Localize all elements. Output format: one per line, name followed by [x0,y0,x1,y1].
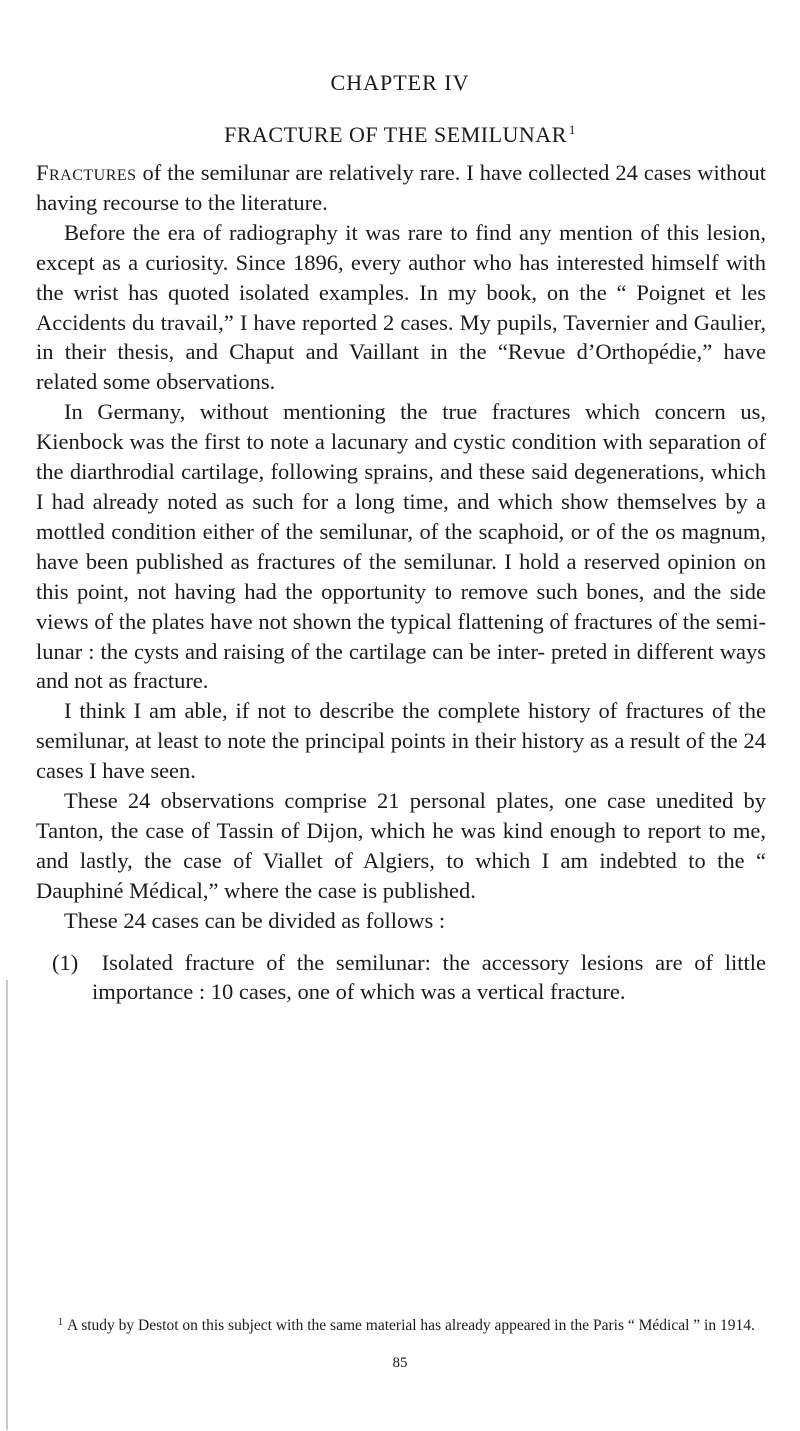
page-number: 85 [392,1355,408,1371]
paragraph-lead-word: Fractures [36,160,137,185]
paragraph-4: I think I am able, if not to describe the complete history of fractures of the semilunar, at least to note the principal points in their history as a result of the 24 cases I have seen. [36,698,766,784]
paragraph-5: These 24 observations comprise 21 personal plates, one case unedited by Tanton, the case of Tassin of Dijon, which he was kind enough to report to me, and lastly, the case of Viallet of Algiers, to which I am indebted to the “ Dauphiné Médical,” where the case is published. [36,788,766,903]
footnote-mark: 1 [58,1317,63,1328]
list-item-marker: (1) [52,949,79,975]
paragraph-1 [36,158,766,218]
list-item-text: Isolated fracture of the semilunar: the accessory lesions are of little importance : 10 cases, one of which was a vertical fracture. [92,949,767,1005]
footnote [36,1313,766,1336]
chapter-title [0,122,800,148]
chapter-heading: CHAPTER IV [330,70,470,95]
chapter-title-text: FRACTURE OF THE SEMILUNAR [224,122,567,147]
paragraph-6: These 24 cases can be divided as follows : [64,907,446,933]
paragraph-3: In Germany, without mentioning the true fractures which concern us, Kienbock was the first to note a lacunary and cystic condition with separation of the diarthrodial cartilage, following sprains, and these said degenerations, which I had already noted as such for a long time, and which show themselves by a mottled condition either of the semilunar, of the scaphoid, or of the os magnum, have been published as fractures of the semilunar. I hold a reserved opinion on this point, not having had the opportunity to remove such bones, and the side views of the plates have not shown the typical flattening of fractures of the semi- lunar : the cysts and raising of the cartilage can be inter- preted in different ways and not as fracture. [36,399,766,694]
footnote-text: A study by Destot on this subject with the same material has already appeared in the Paris “ Médical ” in 1914. [67,1317,755,1334]
paragraph-1-text: of the semilunar are relatively rare. I have collected 24 cases without having recourse to the literature. [36,160,766,215]
paragraph-2: Before the era of radiography it was rare to find any mention of this lesion, except as a curiosity. Since 1896, every author who has interested himself with the wrist has quoted isolated examples. In my book, on the “ Poignet et les Accidents du travail,” I have reported 2 cases. My pupils, Tavernier and Gaulier, in their thesis, and Chaput and Vaillant in the “Revue d’Orthopédie,” have related some observations. [36,219,766,395]
body-text [36,158,766,1007]
list-item [36,948,766,1008]
footnote-reference: 1 [568,122,576,137]
